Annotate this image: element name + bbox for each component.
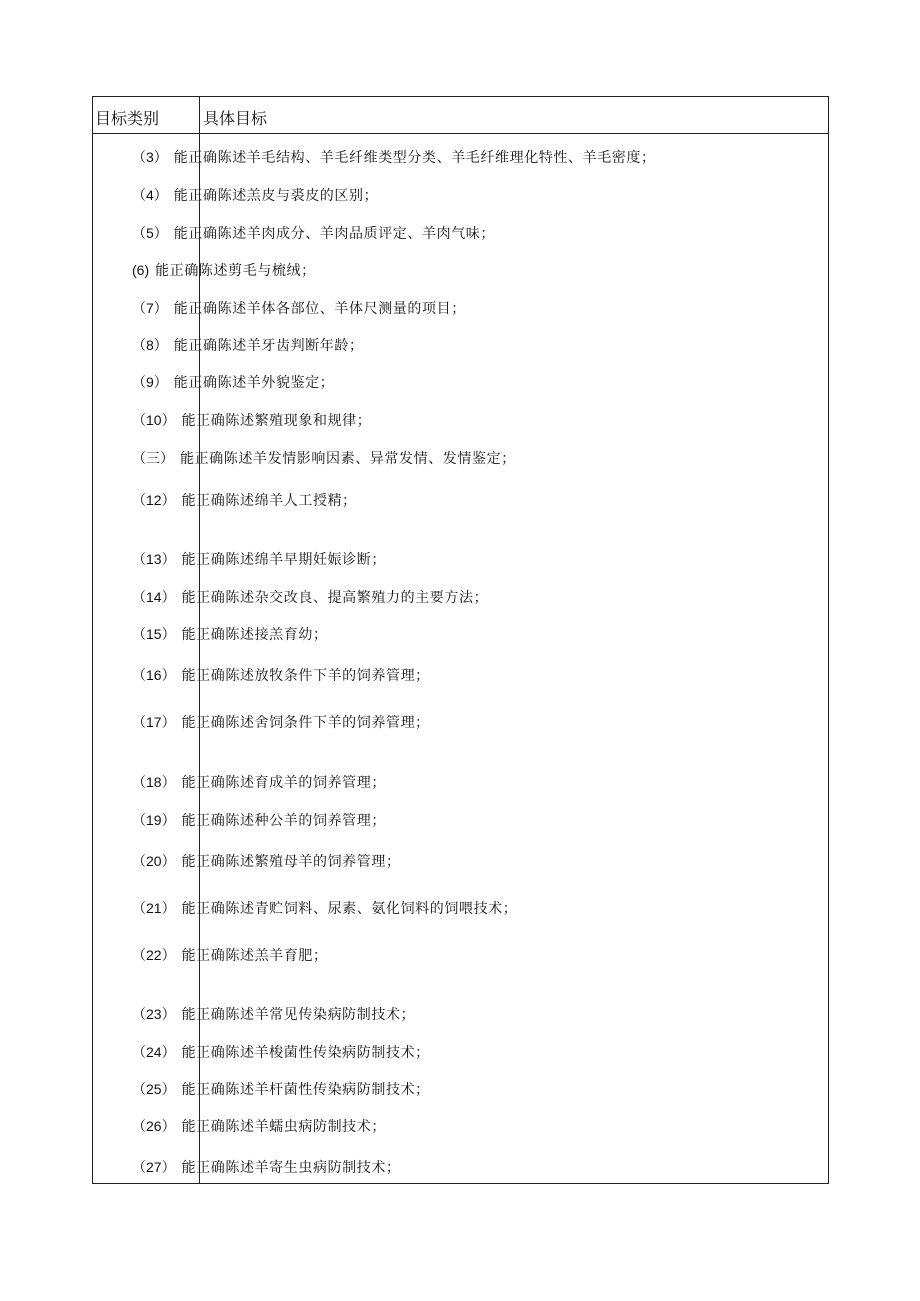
goal-item: （7） 能正确陈述羊体各部位、羊体尺测量的项目； [132, 300, 466, 317]
goal-item: （3） 能正确陈述羊毛结构、羊毛纤维类型分类、羊毛纤维理化特性、羊毛密度； [132, 149, 656, 166]
goal-item: （12） 能正确陈述绵羊人工授精； [132, 492, 357, 509]
goal-item: （25） 能正确陈述羊杆菌性传染病防制技术； [132, 1081, 430, 1098]
goal-item: （10） 能正确陈述繁殖现象和规律； [132, 412, 372, 429]
goal-item: （20） 能正确陈述繁殖母羊的饲养管理； [132, 853, 401, 870]
goal-item: （24） 能正确陈述羊梭菌性传染病防制技术； [132, 1044, 430, 1061]
goal-item: （21） 能正确陈述青贮饲料、尿素、氨化饲料的饲喂技术； [132, 900, 518, 917]
goal-item: （15） 能正确陈述接羔育幼； [132, 626, 328, 643]
goal-item: （三） 能正确陈述羊发情影响因素、异常发情、发情鉴定； [132, 450, 516, 467]
goal-item: （26） 能正确陈述羊蠕虫病防制技术； [132, 1118, 386, 1135]
goal-item: （8） 能正确陈述羊牙齿判断年龄； [132, 337, 364, 354]
goal-item: （16） 能正确陈述放牧条件下羊的饲养管理； [132, 667, 430, 684]
goal-item: （18） 能正确陈述育成羊的饲养管理； [132, 774, 386, 791]
goal-item: （13） 能正确陈述绵羊早期妊娠诊断； [132, 551, 386, 568]
goal-item: （9） 能正确陈述羊外貌鉴定； [132, 374, 335, 391]
goal-item: （14） 能正确陈述杂交改良、提高繁殖力的主要方法； [132, 589, 489, 606]
goal-item: （23） 能正确陈述羊常见传染病防制技术； [132, 1006, 416, 1023]
goal-item: （22） 能正确陈述羔羊育肥； [132, 947, 328, 964]
goal-item: （19） 能正确陈述种公羊的饲养管理； [132, 812, 386, 829]
goal-item: (6) 能正确陈述剪毛与梳绒； [132, 262, 316, 279]
header-category: 目标类别 [95, 109, 160, 128]
header-divider [93, 133, 828, 134]
goal-item: （27） 能正确陈述羊寄生虫病防制技术； [132, 1159, 401, 1176]
goal-item: （4） 能正确陈述羔皮与裘皮的区别； [132, 187, 379, 204]
header-goal: 具体目标 [203, 109, 268, 128]
goal-item: （17） 能正确陈述舍饲条件下羊的饲养管理； [132, 714, 430, 731]
goal-item: （5） 能正确陈述羊肉成分、羊肉品质评定、羊肉气味； [132, 225, 495, 242]
